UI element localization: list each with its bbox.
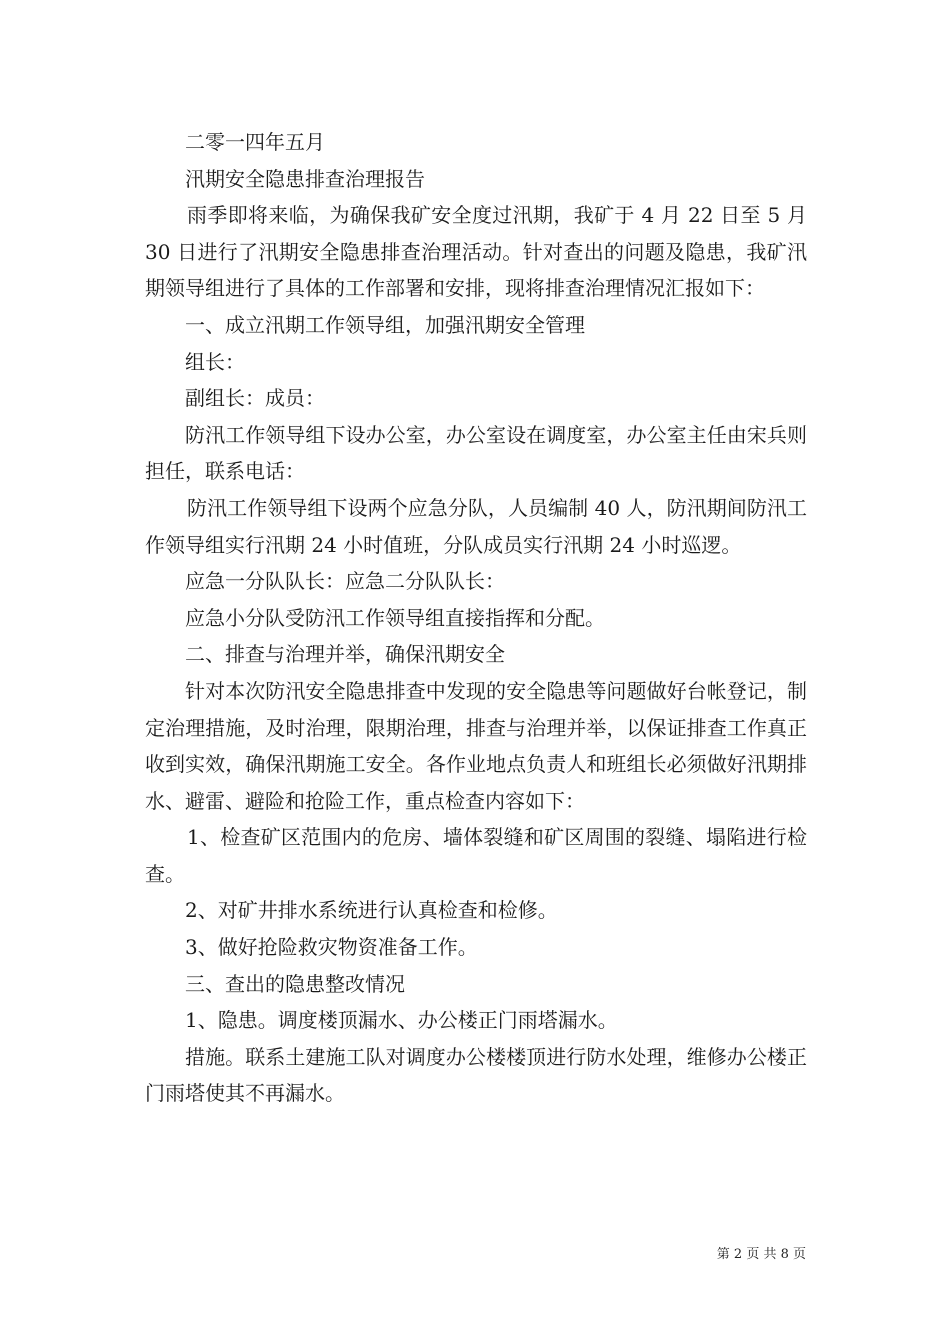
paragraph: 应急一分队队长：应急二分队队长：: [185, 569, 505, 594]
section-heading: 二、排查与治理并举，确保汛期安全: [185, 642, 505, 667]
section-heading: 三、查出的隐患整改情况: [185, 971, 405, 996]
section-heading: 一、成立汛期工作领导组，加强汛期安全管理: [185, 312, 585, 337]
paragraph: 防汛工作领导组下设两个应急分队，人员编制 40 人，防汛期间防汛工作领导组实行汛期 24 小时值班，分队成员实行汛期 24 小时巡逻。: [145, 495, 807, 557]
report-title: 汛期安全隐患排查治理报告: [185, 166, 425, 191]
paragraph: 防汛工作领导组下设办公室，办公室设在调度室，办公室主任由宋兵则担任，联系电话：: [145, 422, 807, 484]
list-item: 3、做好抢险救灾物资准备工作。: [185, 935, 478, 960]
list-item: 1、检查矿区范围内的危房、墙体裂缝和矿区周围的裂缝、塌陷进行检查。: [145, 825, 807, 886]
paragraph: 措施。联系土建施工队对调度办公楼楼顶进行防水处理，维修办公楼正门雨塔使其不再漏水。: [145, 1044, 807, 1106]
paragraph: 组长：: [185, 349, 245, 374]
list-item: 2、对矿井排水系统进行认真检查和检修。: [185, 898, 558, 923]
paragraph: 副组长：成员：: [185, 386, 325, 411]
paragraph: 针对本次防汛安全隐患排查中发现的安全隐患等问题做好台帐登记，制定治理措施，及时治理，限期治理，排查与治理并举，以保证排查工作真正收到实效，确保汛期施工安全。各作业地点负责人和班组长必须做好汛期排水、避雷、避险和抢险工作，重点检查内容如下：: [145, 678, 807, 813]
list-item: 1、隐患。调度楼顶漏水、办公楼正门雨塔漏水。: [185, 1008, 618, 1033]
document-body: [145, 124, 807, 1112]
page-number: 第 2 页 共 8 页: [716, 1247, 806, 1262]
report-date: 二零一四年五月: [185, 130, 325, 154]
paragraph: 雨季即将来临，为确保我矿安全度过汛期，我矿于 4 月 22 日至 5 月 30 日进行了汛期安全隐患排查治理活动。针对查出的问题及隐患，我矿汛期领导组进行了具体的工作部署和安排，现将排查治理情况汇报如下：: [145, 203, 807, 301]
paragraph: 应急小分队受防汛工作领导组直接指挥和分配。: [185, 605, 605, 630]
